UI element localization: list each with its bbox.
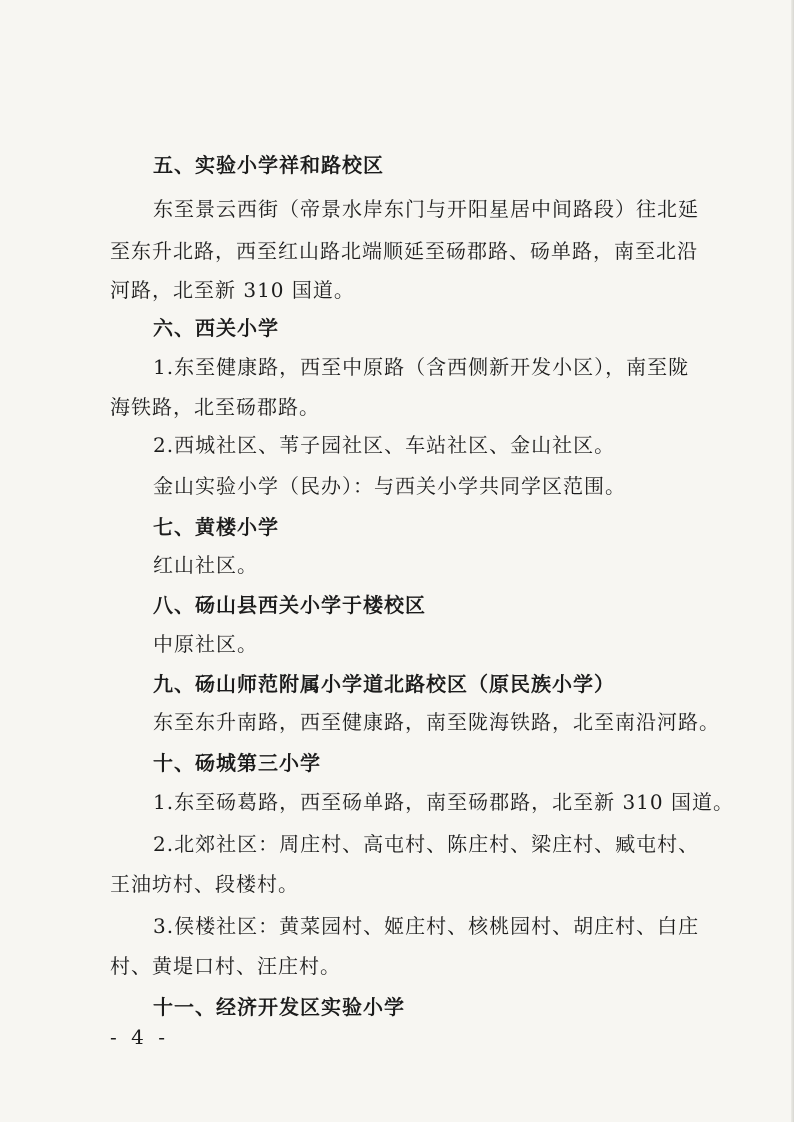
section-5-paragraph-line-1: 东至景云西街（帝景水岸东门与开阳星居中间路段）往北延 xyxy=(153,197,699,221)
section-heading-9: 九、砀山师范附属小学道北路校区（原民族小学） xyxy=(153,672,615,696)
section-10-item-2-line-2: 王油坊村、段楼村。 xyxy=(110,872,299,896)
section-6-item-2: 2.西城社区、苇子园社区、车站社区、金山社区。 xyxy=(153,433,616,457)
section-10-item-3-line-2: 村、黄堤口村、汪庄村。 xyxy=(110,954,341,978)
section-8-paragraph: 中原社区。 xyxy=(153,632,258,656)
section-10-item-3-line-1: 3.侯楼社区：黄菜园村、姬庄村、核桃园村、胡庄村、白庄 xyxy=(153,914,700,938)
page-number: - 4 - xyxy=(110,1025,169,1049)
section-10-item-1: 1.东至砀葛路，西至砀单路，南至砀郡路，北至新 310 国道。 xyxy=(153,790,734,814)
section-9-paragraph: 东至东升南路，西至健康路，南至陇海铁路，北至南沿河路。 xyxy=(153,710,720,734)
section-6-note: 金山实验小学（民办）：与西关小学共同学区范围。 xyxy=(153,474,626,498)
section-6-item-1-line-1: 1.东至健康路，西至中原路（含西侧新开发小区），南至陇 xyxy=(153,355,690,379)
section-5-paragraph-line-3: 河路，北至新 310 国道。 xyxy=(110,278,355,302)
section-6-item-1-line-2: 海铁路，北至砀郡路。 xyxy=(110,395,320,419)
section-heading-8: 八、砀山县西关小学于楼校区 xyxy=(153,593,426,617)
section-heading-7: 七、黄楼小学 xyxy=(153,515,279,539)
section-heading-11: 十一、经济开发区实验小学 xyxy=(153,995,405,1019)
section-heading-10: 十、砀城第三小学 xyxy=(153,751,321,775)
section-5-paragraph-line-2: 至东升北路，西至红山路北端顺延至砀郡路、砀单路，南至北沿 xyxy=(110,239,698,263)
section-7-paragraph: 红山社区。 xyxy=(153,553,258,577)
section-heading-5: 五、实验小学祥和路校区 xyxy=(153,153,384,177)
section-10-item-2-line-1: 2.北郊社区：周庄村、高屯村、陈庄村、梁庄村、臧屯村、 xyxy=(153,832,700,856)
section-heading-6: 六、西关小学 xyxy=(153,316,279,340)
